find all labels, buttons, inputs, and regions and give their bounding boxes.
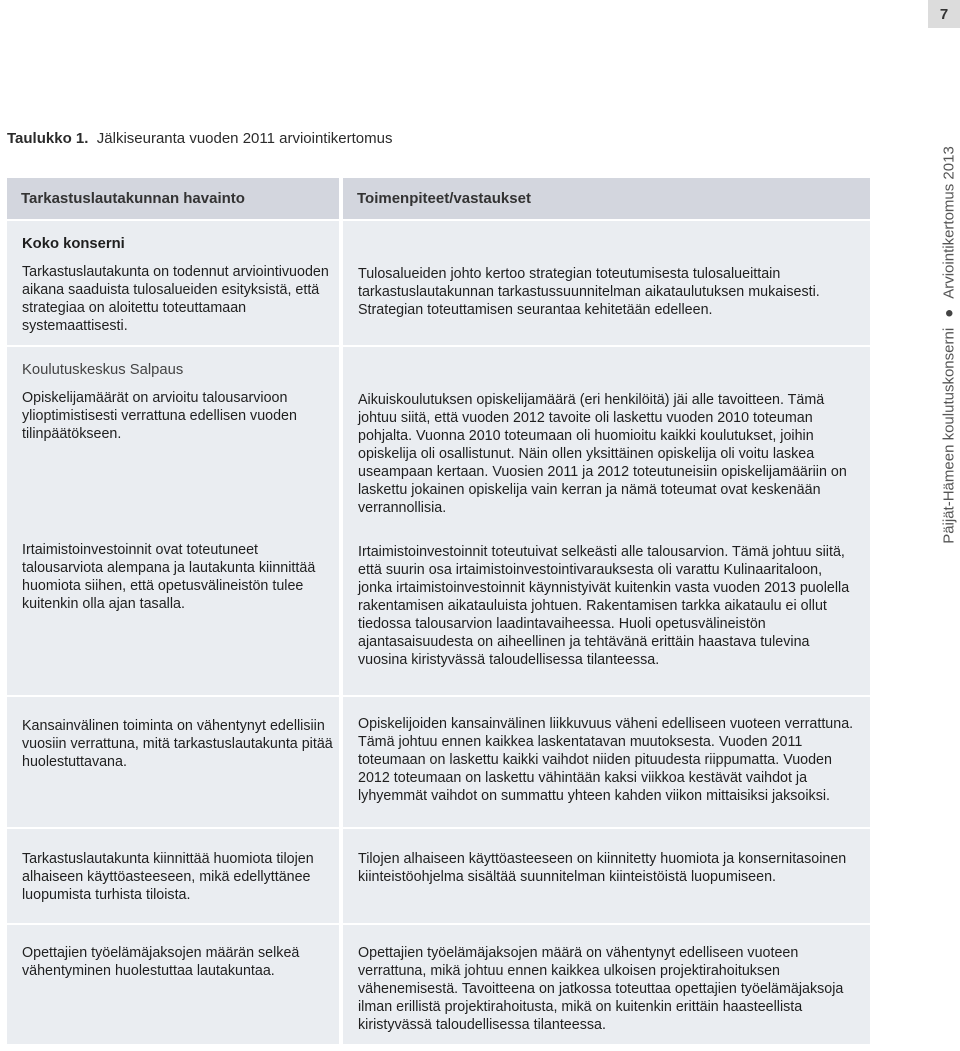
observation-cell (22, 361, 333, 443)
observation-column (7, 221, 339, 1044)
actions-column (343, 221, 870, 1044)
observation-text: Opettajien työelämäjaksojen määrän selkeä vähentyminen huolestuttaa lautakuntaa. (22, 945, 300, 979)
action-cell (358, 715, 856, 805)
page-number: 7 (928, 0, 960, 28)
row-divider (7, 827, 339, 829)
row-divider (343, 923, 870, 925)
action-cell (358, 391, 856, 517)
observation-cell (22, 235, 333, 335)
observation-text: Opiskelijamäärät on arvioitu talousarvioon ylioptimistisesti verrattuna edellisen vuoden tilinpäätökseen. (22, 390, 297, 442)
action-text: Tulosalueiden johto kertoo strategian toteutumisesta tulosalueittain tarkastuslautakunnan tarkastussuunnitelman aikataulutuksen mukaisesti. Strategian toteuttamisen seurantaa kehitetään edelleen. (358, 266, 820, 318)
header-actions: Toimenpiteet/vastaukset (343, 178, 870, 219)
row-divider (343, 695, 870, 697)
observation-text: Tarkastuslautakunta kiinnittää huomiota tilojen alhaiseen käyttöasteeseen, mikä edellyttänee luopumista turhista tiloista. (22, 851, 314, 903)
table-caption (7, 130, 393, 147)
row-divider (7, 345, 339, 347)
row-divider (7, 923, 339, 925)
action-text: Tilojen alhaiseen käyttöasteeseen on kiinnitetty huomiota ja konsernitasoinen kiinteistöohjelma sisältää suunnitelman kiinteistöistä luopumiseen. (358, 851, 847, 885)
section-title: Koko konserni (22, 236, 125, 252)
action-cell (358, 543, 856, 669)
table-caption-number: Taulukko 1. (7, 130, 89, 147)
observation-cell (22, 717, 333, 771)
side-label-organization: Päijät-Hämeen koulutuskonserni (940, 327, 958, 544)
observation-text: Tarkastuslautakunta on todennut arviointivuoden aikana saaduista tulosalueiden esityksistä, että strategiaa on aloitettu toteuttamaan systemaattisesti. (22, 264, 329, 334)
action-text: Opiskelijoiden kansainvälinen liikkuvuus väheni edelliseen vuoteen verrattuna. Tämä johtuu ennen kaikkea laskentatavan muutoksesta. Vuoden 2011 toteumaan on laskettu kaikki vaihdot niiden pituudesta riippumatta. Vuoden 2012 toteumaan on laskettu vähintään kaksi viikkoa kestävät vaihdot ja lyhyemmät vaihdot on summattu yhteen kahden viikon mittaisiksi jaksoiksi. (358, 716, 854, 804)
observation-cell (22, 850, 333, 904)
bullet-dot-icon: ● (940, 308, 958, 318)
observation-text: Kansainvälinen toiminta on vähentynyt edellisiin vuosiin verrattuna, mitä tarkastuslautakunta pitää huolestuttavana. (22, 718, 333, 770)
action-text: Opettajien työelämäjaksojen määrä on vähentynyt edelliseen vuoteen verrattuna, mikä johtuu ennen kaikkea ulkoisen projektirahoituksen vähenemisestä. Tavoitteena on jatkossa toteuttaa opettajien työelämäjaksoja ilman erillistä projektirahoitusta, mikä on kuitenkin erittäin haasteellista kiristyvässä taloudellisessa tilanteessa. (358, 945, 844, 1033)
action-text: Aikuiskoulutuksen opiskelijamäärä (eri henkilöitä) jäi alle tavoitteen. Tämä johtuu siitä, että vuoden 2012 tavoite oli laskettu vuoden 2010 toteuman pohjalta. Vuonna 2010 toteumaan oli huomioitu kaikki koulutukset, joihin opiskelija oli osallistunut. Näin ollen yksittäinen opiskelija oli voitu laskea useampaan kertaan. Vuosien 2011 ja 2012 toteutuneisiin opiskelijamääriin on laskettu jokainen opiskelija vain kerran ja nämä toteumat ovat keskenään verrannollisia. (358, 392, 847, 516)
row-divider (343, 345, 870, 347)
table-caption-title: Jälkiseuranta vuoden 2011 arviointikertomus (96, 130, 393, 147)
observation-text: Irtaimistoinvestoinnit ovat toteutuneet talousarviota alempana ja lautakunta kiinnittää huomiota siihen, että opetusvälineistön tulee kuitenkin olla ajan tasalla. (22, 542, 316, 612)
row-divider (343, 827, 870, 829)
observation-cell (22, 944, 333, 980)
action-cell (358, 944, 856, 1034)
observation-cell (22, 541, 333, 613)
action-cell (358, 850, 856, 886)
section-title: Koulutuskeskus Salpaus (22, 362, 184, 378)
side-label (941, 146, 958, 544)
action-text: Irtaimistoinvestoinnit toteutuivat selkeästi alle talousarvion. Tämä johtuu siitä, että suurin osa irtaimistoinvestointivarauksesta oli varattu Kulinaaritaloon, jonka irtaimistoinvestoinnit käynnistyivät kuitenkin vasta vuoden 2013 puolella rakentamisen aikatauluista johtuen. Rakentamisen tarkka aikataulu ei ollut tiedossa talousarvion laadintavaiheessa. Huoli opetusvälineistön ajantasaisuudesta on aiheellinen ja tehtävänä erittäin haastava tulevina vuosina kiristyvässä taloudellisessa tilanteessa. (358, 544, 850, 668)
row-divider (7, 695, 339, 697)
side-label-report: Arviointikertomus 2013 (940, 146, 958, 299)
header-observation: Tarkastuslautakunnan havainto (7, 178, 339, 219)
action-cell (358, 265, 856, 319)
